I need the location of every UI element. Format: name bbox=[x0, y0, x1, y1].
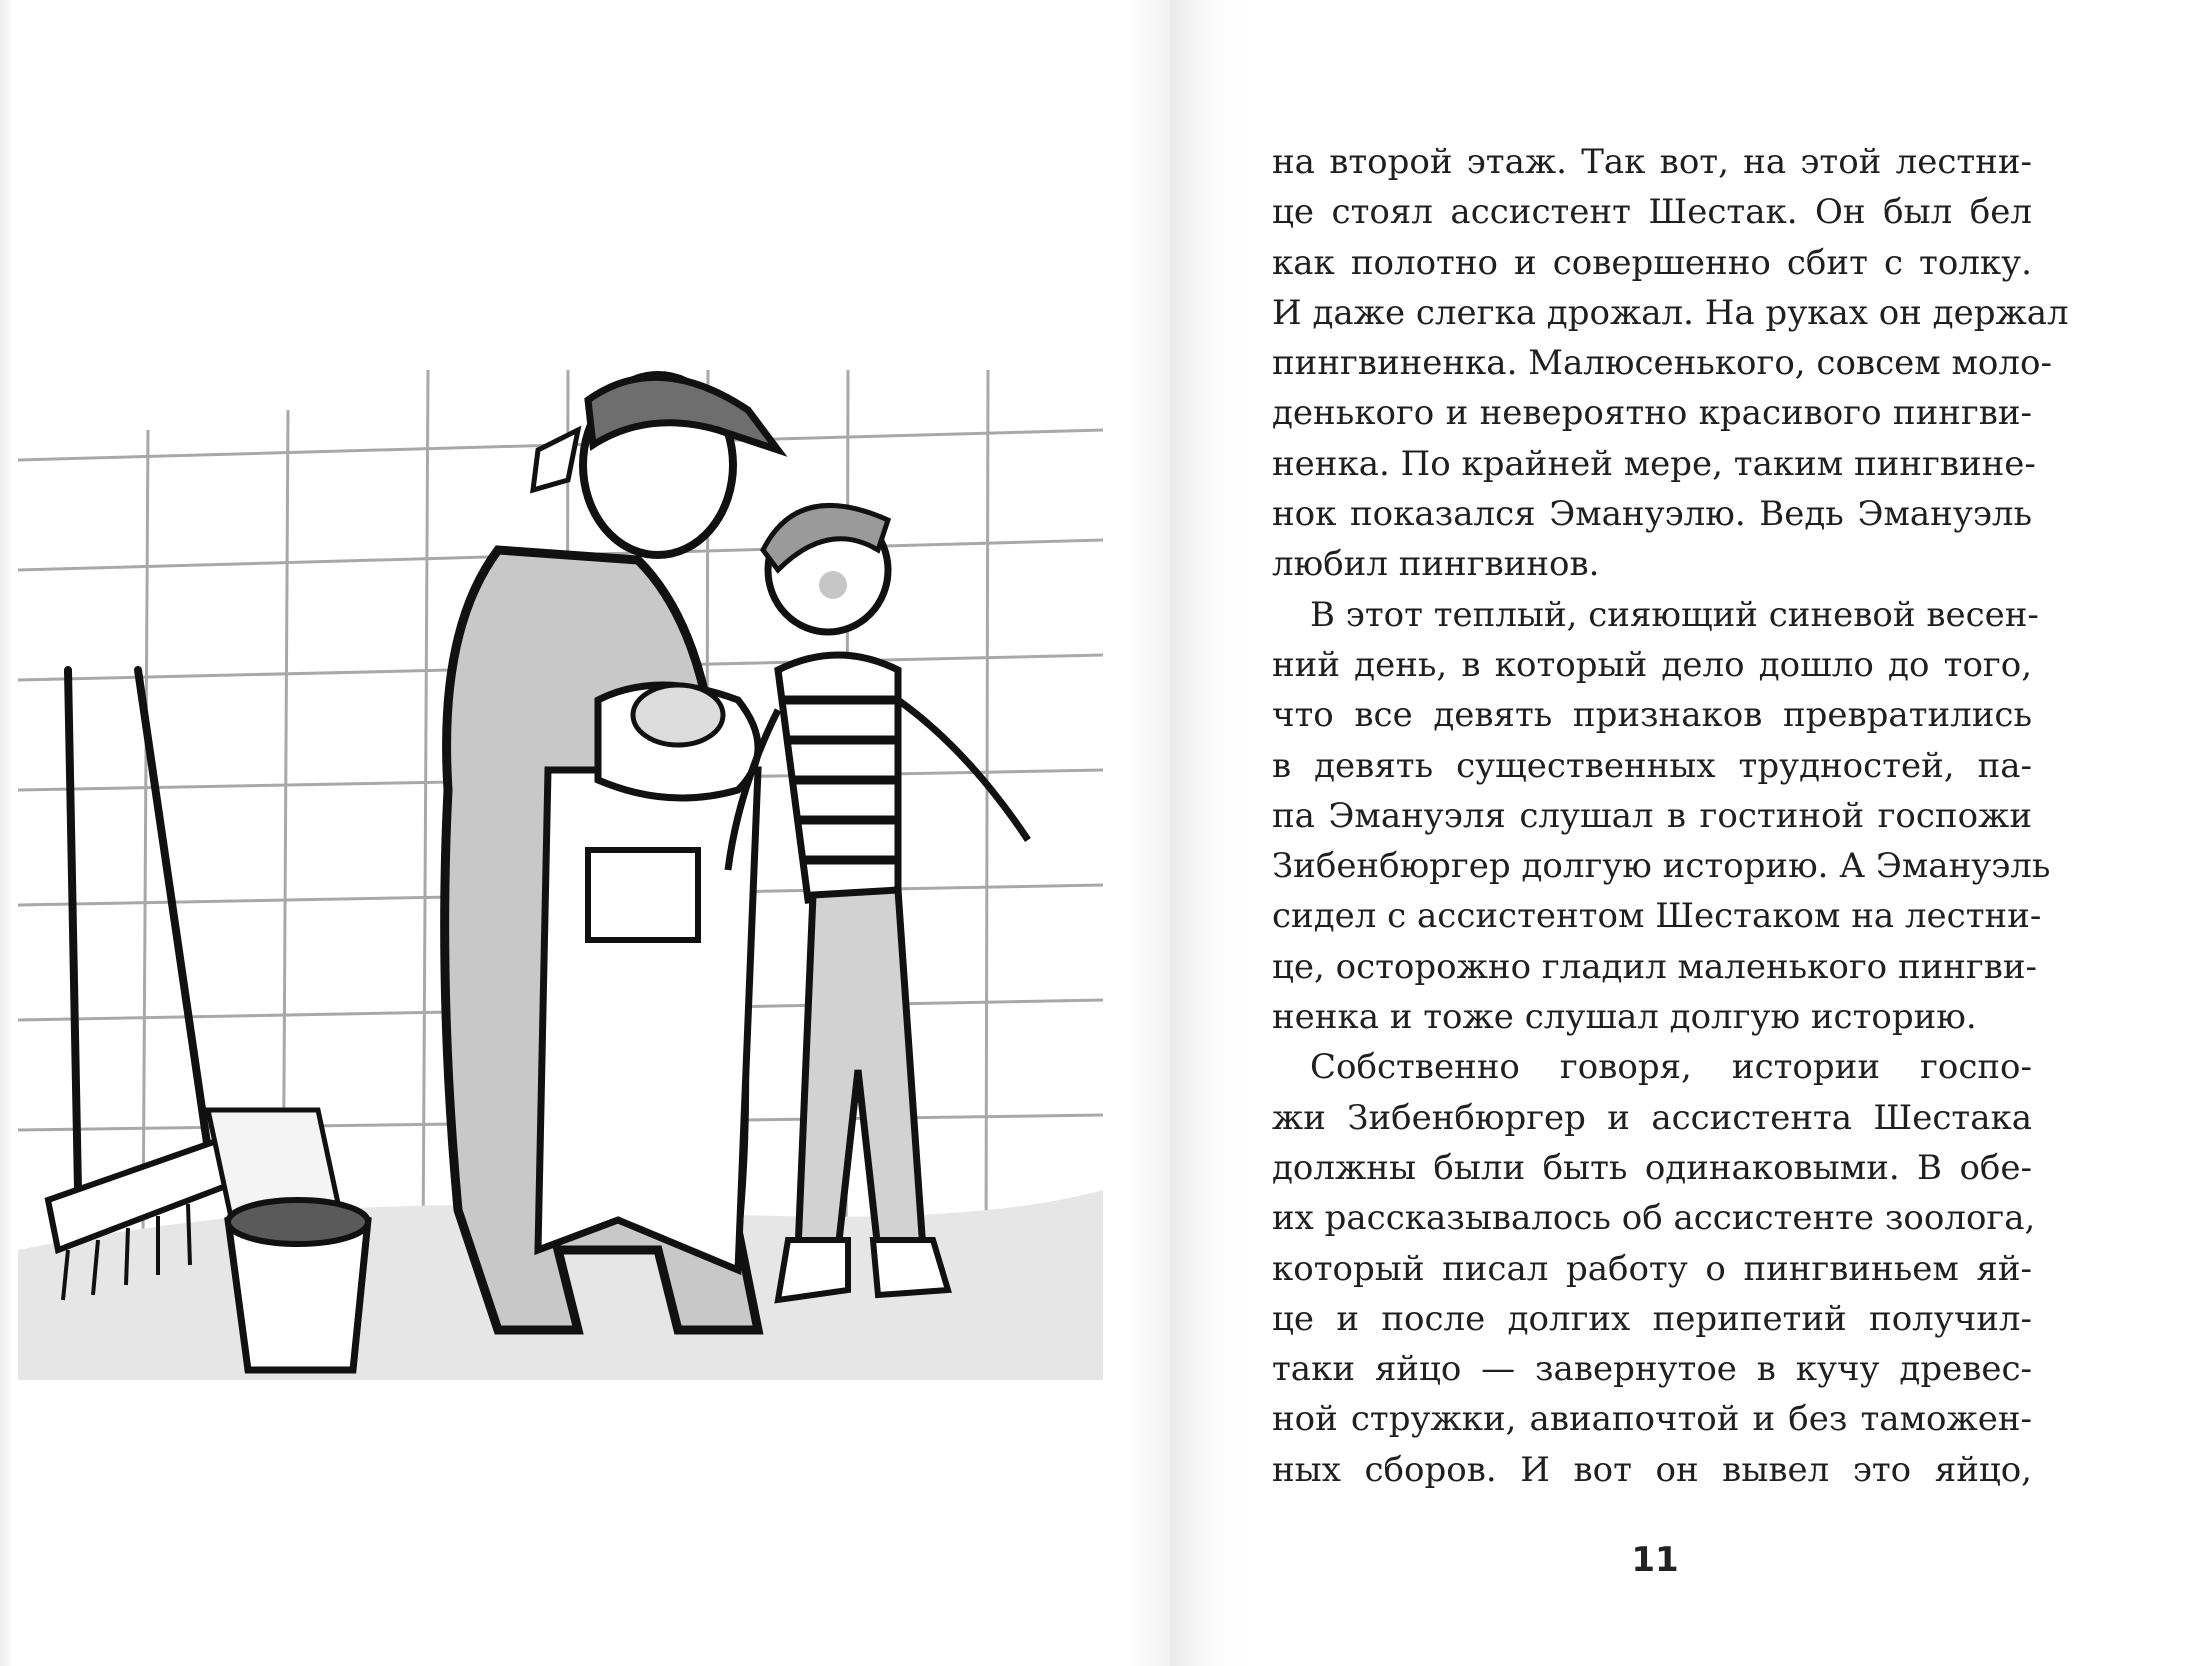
paragraph-2 bbox=[1272, 590, 2051, 1043]
text-line: нок показался Эмануэлю. Ведь Эмануэль bbox=[1272, 494, 2032, 535]
penguin-caretaker-and-boy-illustration bbox=[18, 370, 1103, 1380]
text-line: ний день, в который дело дошло до того, bbox=[1272, 644, 2032, 685]
text-line: це, осторожно гладил маленького пингви- bbox=[1272, 946, 2038, 987]
text-line: В этот теплый, сияющий синевой весен- bbox=[1310, 594, 2039, 635]
text-line: таки яйцо — завернутое в кучу древес- bbox=[1272, 1349, 2032, 1390]
paragraph-3 bbox=[1272, 1042, 2036, 1495]
text-line: па Эмануэля слушал в гостиной госпожи bbox=[1272, 795, 2032, 836]
text-line: це и после долгих перипетий получил- bbox=[1272, 1298, 2032, 1339]
text-line: как полотно и совершенно сбит с толку. bbox=[1272, 242, 2032, 283]
text-line: пингвиненка. Малюсенького, совсем моло- bbox=[1272, 343, 2052, 384]
text-line: ной стружки, авиапочтой и без таможен- bbox=[1272, 1399, 2032, 1440]
text-line: любил пингвинов. bbox=[1272, 544, 1600, 585]
text-line: Собственно говоря, истории госпо- bbox=[1310, 1047, 2032, 1088]
text-line: на второй этаж. Так вот, на этой лестни- bbox=[1272, 142, 2032, 182]
text-line: Зибенбюргер долгую историю. А Эмануэль bbox=[1272, 846, 2051, 887]
text-line: це стоял ассистент Шестак. Он был бел bbox=[1272, 192, 2032, 233]
text-line: ных сборов. И вот он вывел это яйцо, bbox=[1272, 1449, 2032, 1490]
text-line: денького и невероятно красивого пингви- bbox=[1272, 393, 2032, 434]
text-line: что все девять признаков превратились bbox=[1272, 695, 2032, 736]
text-line: сидел с ассистентом Шестаком на лестни- bbox=[1272, 896, 2042, 937]
paragraph-1 bbox=[1272, 137, 2069, 590]
text-line: в девять существенных трудностей, па- bbox=[1272, 745, 2032, 786]
body-text bbox=[1272, 137, 2069, 1495]
page-number: 11 bbox=[1631, 1540, 1679, 1580]
text-line: жи Зибенбюргер и ассистента Шестака bbox=[1272, 1097, 2032, 1138]
text-line: И даже слегка дрожал. На руках он держал bbox=[1272, 292, 2069, 333]
text-line: ненка и тоже слушал долгую историю. bbox=[1272, 997, 1977, 1038]
text-line: ненка. По крайней мере, таким пингвинe- bbox=[1272, 443, 2036, 484]
illustration-drawing bbox=[18, 370, 1103, 1380]
text-line: должны были быть одинаковыми. В обе- bbox=[1272, 1147, 2032, 1188]
text-line: который писал работу о пингвиньем яй- bbox=[1272, 1248, 2032, 1289]
text-line: их рассказывалось об ассистенте зоолога, bbox=[1272, 1198, 2036, 1239]
